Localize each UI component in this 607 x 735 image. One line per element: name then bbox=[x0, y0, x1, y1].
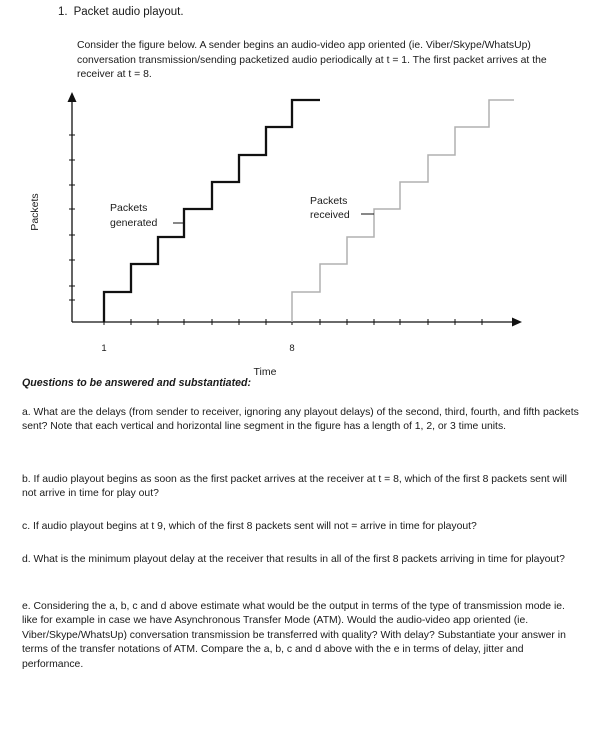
problem-number: 1. bbox=[58, 6, 68, 18]
tick-label-8: 8 bbox=[289, 343, 295, 354]
problem-title: Packet audio playout. bbox=[73, 6, 184, 18]
y-axis-ticks bbox=[69, 135, 75, 300]
question-a: a. What are the delays (from sender to receiver, ignoring any playout delays) of the second, third, fourth, and fifth packets sent? Note that each vertical and horizontal line segment in the figure has a length of 1, 2, or 3 time units. bbox=[22, 407, 579, 433]
intro-paragraph: Consider the figure below. A sender begins an audio-video app oriented (ie. Viber/Skype/WhatsUp) conversation transmission/sending packetized audio periodically at t = 1. The first packet arrives at the receiver at t = 8. bbox=[77, 40, 547, 81]
question-d: d. What is the minimum playout delay at the receiver that results in all of the first 8 packets arriving in time for playout? bbox=[22, 554, 565, 565]
x-axis-label: Time bbox=[253, 366, 277, 378]
y-axis-arrow bbox=[68, 92, 77, 102]
question-c: c. If audio playout begins at t 9, which of the first 8 packets sent will not = arrive in time for playout? bbox=[22, 521, 477, 532]
tick-label-1: 1 bbox=[101, 343, 107, 354]
packets-generated-curve bbox=[104, 100, 320, 322]
packets-generated-label-line2: generated bbox=[110, 217, 158, 229]
packets-generated-label-line1: Packets bbox=[110, 202, 148, 214]
question-b: b. If audio playout begins as soon as the first packet arrives at the receiver at t = 8, which of the first 8 packets sent will not arrive in time for play out? bbox=[22, 474, 567, 500]
question-e: e. Considering the a, b, c and d above estimate what would be the output in terms of the type of transmission mode ie. like for example in case we have Asynchronous Transfer Mode (ATM). Would the audio-video app oriented (ie. Viber/Skype/WhatsUp) conversation transmission be transferred with quality? With delay? Substantiate your answer in terms of the transfer notations of ATM. Compare the a, b, c and d above with the e in terms of delay, jitter and performance. bbox=[22, 601, 566, 670]
y-axis-label: Packets bbox=[29, 193, 41, 231]
packets-received-label-line1: Packets bbox=[310, 195, 348, 207]
packets-received-label-line2: received bbox=[310, 209, 350, 221]
x-axis-arrow bbox=[512, 318, 522, 327]
packets-received-curve bbox=[292, 100, 514, 322]
x-axis-ticks bbox=[104, 319, 482, 325]
problem-heading bbox=[58, 6, 184, 18]
questions-title: Questions to be answered and substantiated: bbox=[22, 377, 251, 389]
